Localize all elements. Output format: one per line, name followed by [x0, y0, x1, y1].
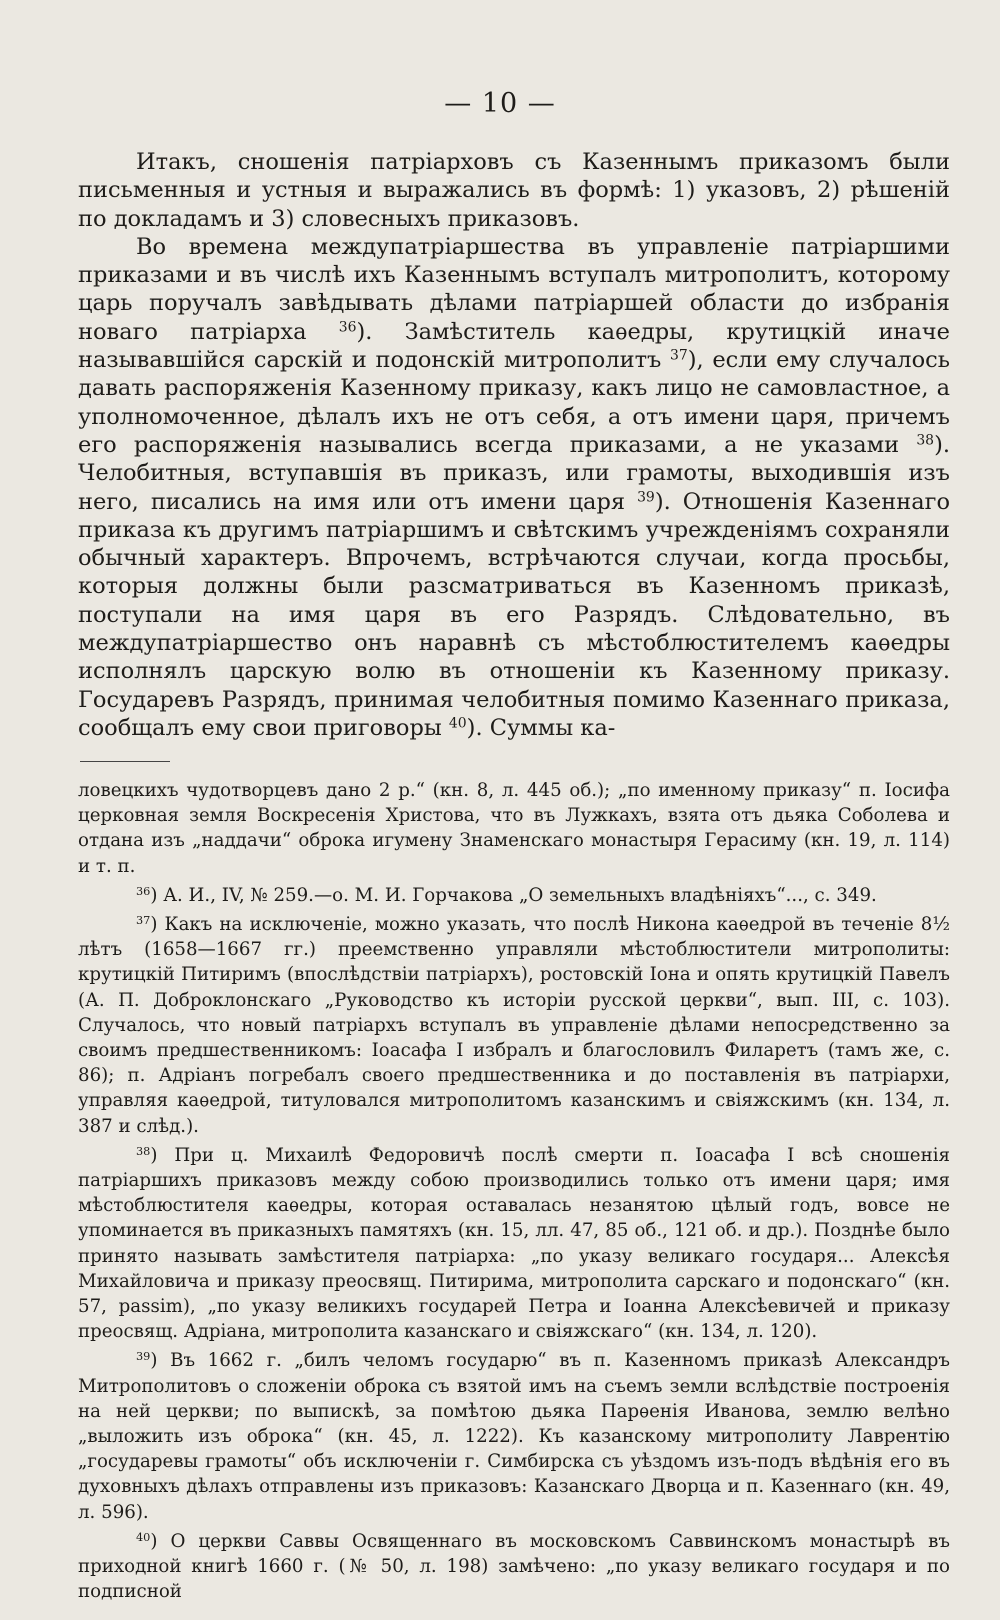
- footnote-36: [78, 883, 950, 908]
- paragraph-2: [78, 233, 950, 742]
- text-run: Во времена междупатріаршества въ управленіе патріаршими приказами и въ числѣ ихъ Казеннымъ вступалъ митрополитъ, которому царь поручалъ завѣдывать дѣлами патріаршей области до избранія новаго патріарха: [78, 233, 950, 345]
- note-marker-39: 39: [637, 488, 655, 505]
- footnote-40: [78, 1529, 950, 1605]
- text-run: Итакъ, сношенія патріарховъ съ Казеннымъ приказомъ были письменныя и устныя и выражались въ формѣ: 1) указовъ, 2) рѣшеній по докладамъ и 3) словесныхъ приказовъ.: [78, 149, 950, 232]
- note-marker-38: 38: [916, 432, 935, 449]
- note-marker-37: 37: [136, 913, 151, 927]
- text-run: ) При ц. Михаилѣ Федоровичѣ послѣ смерти п. Іоасафа I всѣ сношенія патріаршихъ приказовъ между собою производились только отъ имени царя; имя мѣстоблюстителя каѳедры, которая оставалась незанятою цѣлый годъ, вовсе не упоминается въ приказныхъ памятяхъ (кн. 15, лл. 47, 85 об., 121 об. и др.). Позднѣе было принято называть замѣстителя патріарха: „по указу великаго государя... Алексѣя Михайловича и приказу преосвящ. Питирима, митрополита сарскаго и подонскаго“ (кн. 57, passim), „по указу великихъ государей Петра и Іоанна Алексѣевичей и приказу преосвящ. Адріана, митрополита казанскаго и свіяжскаго“ (кн. 134, л. 120).: [78, 1144, 950, 1343]
- text-run: ), если ему случалось давать распоряженія Казенному приказу, какъ лицо не самовластное, а уполномоченное, дѣлалъ ихъ не отъ себя, а отъ имени царя, причемъ его распоряженія назывались всегда приказами, а не указами: [78, 347, 950, 458]
- text-run: ) О церкви Саввы Освященнаго въ московскомъ Саввинскомъ монастырѣ въ приходной книгѣ 1660 г. (№ 50, л. 198) замѣчено: „по указу великаго государя и по подписной: [78, 1530, 950, 1603]
- text-run: ) Какъ на исключеніе, можно указать, что послѣ Никона каѳедрой въ теченіе 8½ лѣтъ (1658—1667 гг.) преемственно управляли мѣстоблюстители митрополиты: крутицкій Питиримъ (впослѣдствіи патріархъ), ростовскій Іона и опять крутицкій Павелъ (А. П. Доброклонскаго „Руководство къ исторіи русской церкви“, вып. III, с. 103). Случалось, что новый патріархъ вступалъ въ управленіе дѣлами непосредственно за своимъ предшественникомъ: Іоасафа I избралъ и благословилъ Филаретъ (тамъ же, с. 86); п. Адріанъ погребалъ своего предшественника и до поставленія въ патріархи, управляя каѳедрой, титуловался митрополитомъ казанскимъ и свіяжскимъ (кн. 134, л. 387 и слѣд.).: [78, 914, 950, 1137]
- text-run: ). Отношенія Казеннаго приказа къ другимъ патріаршимъ и свѣтскимъ учрежденіямъ сохраняли обычный характеръ. Впрочемъ, встрѣчаются случаи, когда просьбы, которыя должны были разсматриваться въ Казенномъ приказѣ, поступали на имя царя въ его Разрядъ. Слѣдовательно, въ междупатріаршество онъ наравнѣ съ мѣстоблюстителемъ каѳедры исполнялъ царскую волю въ отношеніи къ Казенному приказу. Государевъ Разрядъ, принимая челобитныя помимо Казеннаго приказа, сообщалъ ему свои приговоры: [78, 488, 950, 741]
- note-marker-36: 36: [136, 884, 151, 898]
- text-run: ). Замѣститель каѳедры, крутицкій иначе называвшійся сарскій и подонскій митрополитъ: [78, 318, 950, 374]
- footnote-39: [78, 1348, 950, 1524]
- note-marker-40: 40: [136, 1530, 151, 1544]
- note-marker-37: 37: [670, 347, 688, 364]
- note-marker-39: 39: [136, 1350, 151, 1364]
- text-run: ) А. И., IV, № 259.—о. М. И. Горчакова „О земельныхъ владѣніяхъ“..., с. 349.: [150, 884, 877, 906]
- text-run: ловецкихъ чудотворцевъ дано 2 р.“ (кн. 8, л. 445 об.); „по именному приказу“ п. Іосифа церковная земля Воскресенія Христова, что въ Лужкахъ, взята отъ дьяка Соболева и отдана изъ „наддачи“ оброка игумену Знаменскаго монастыря Герасиму (кн. 19, л. 114) и т. п.: [78, 780, 950, 877]
- footnote-38: [78, 1143, 950, 1345]
- page-number: — 10 —: [444, 88, 556, 119]
- footnotes: [78, 778, 950, 1605]
- text-run: ) Въ 1662 г. „билъ челомъ государю“ въ п. Казенномъ приказѣ Александръ Митрополитовъ о сложеніи оброка съ взятой имъ на съемъ земли вслѣдствіе построенія на ней церкви; по выпискѣ, за помѣтою дьяка Парѳенія Иванова, землю велѣно „выложить изъ оброка“ (кн. 45, л. 1222). Къ казанскому митрополиту Лаврентію „государевы грамоты“ объ исключеніи г. Симбирска съ уѣздомъ изъ-подъ вѣдѣнія его въ духовныхъ дѣлахъ отправлены изъ приказовъ: Казанскаго Дворца и п. Казеннаго (кн. 49, л. 596).: [78, 1350, 950, 1523]
- footnote-37: [78, 912, 950, 1139]
- text-run: ). Челобитныя, вступавшія въ приказъ, или грамоты, выходившія изъ него, писались на имя или отъ имени царя: [78, 431, 950, 515]
- paragraph-1: [78, 148, 950, 233]
- footnote-separator: [80, 761, 170, 762]
- text-run: ). Суммы ка-: [466, 714, 616, 741]
- note-marker-38: 38: [136, 1144, 151, 1158]
- note-marker-36: 36: [338, 319, 357, 336]
- footnote-continuation: [78, 778, 950, 879]
- main-text: [78, 148, 950, 742]
- note-marker-40: 40: [448, 715, 467, 732]
